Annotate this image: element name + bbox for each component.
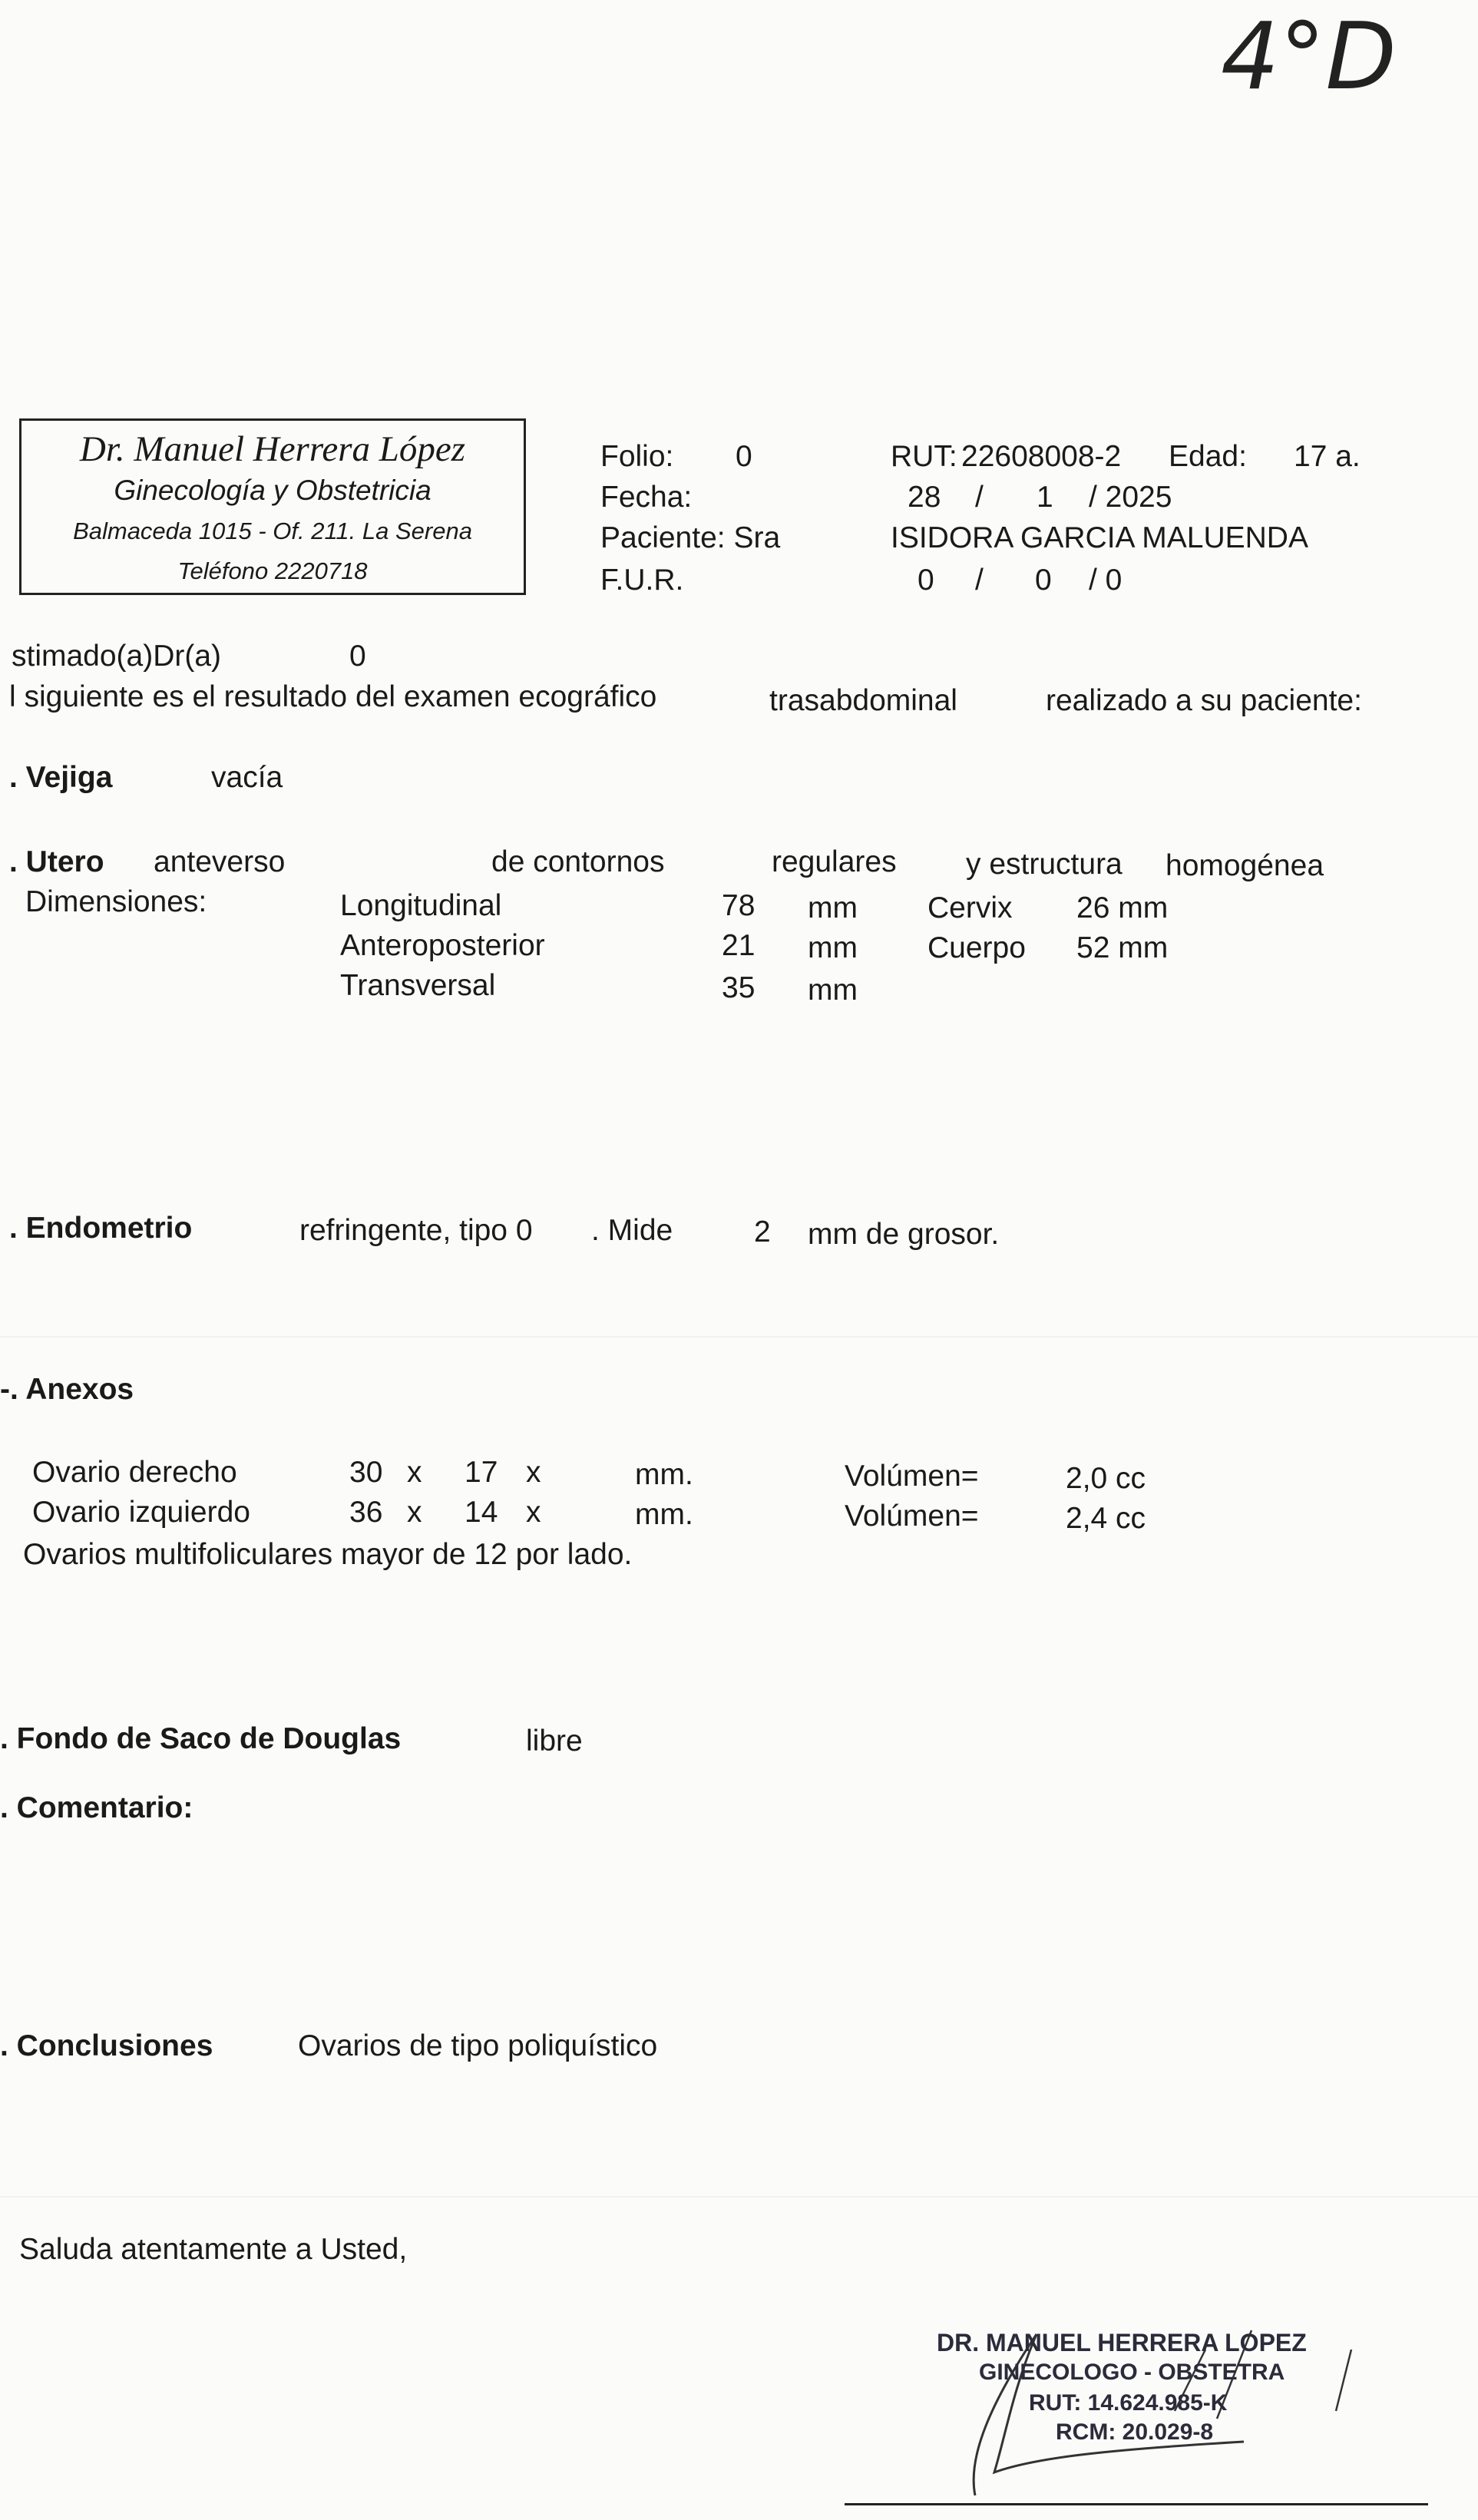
endometrio-desc: refringente, tipo 0 — [299, 1214, 533, 1247]
conclusiones-label: . Conclusiones — [0, 2029, 213, 2062]
dim-unit: mm — [808, 974, 858, 1007]
edad-label: Edad: — [1169, 440, 1247, 473]
dim-value: 78 — [722, 889, 756, 922]
doctor-address: Balmaceda 1015 - Of. 211. La Serena — [73, 518, 472, 544]
ovary-d1: 36 — [349, 1496, 383, 1529]
fur-year: / 0 — [1089, 564, 1123, 597]
dim-unit: mm — [808, 931, 858, 964]
greeting-label: stimado(a)Dr(a) — [12, 640, 222, 673]
stamp-line-1: DR. MANUEL HERRERA LOPEZ — [937, 2329, 1307, 2356]
fur-day: 0 — [918, 564, 934, 597]
endometrio-value: 2 — [754, 1215, 771, 1248]
vejiga-value: vacía — [211, 761, 283, 794]
fecha-label: Fecha: — [600, 481, 693, 514]
dim-extra-value: 26 mm — [1076, 891, 1169, 924]
volume-value: 2,4 cc — [1066, 1502, 1146, 1535]
douglas-value: libre — [526, 1725, 583, 1758]
doctor-name: Dr. Manuel Herrera López — [79, 429, 466, 469]
exam-type: trasabdominal — [769, 684, 957, 717]
dim-value: 21 — [722, 929, 756, 962]
anexos-label: -. Anexos — [0, 1373, 134, 1406]
edad-value: 17 a. — [1294, 440, 1361, 473]
patient-name: ISIDORA GARCIA MALUENDA — [891, 521, 1308, 554]
utero-label: . Utero — [9, 845, 104, 878]
stamp-line-2: GINECOLOGO - OBSTETRA — [979, 2360, 1285, 2385]
dimensiones-label: Dimensiones: — [25, 885, 207, 918]
dim-value: 35 — [722, 971, 756, 1004]
intro-text: l siguiente es el resultado del examen ecográfico — [9, 680, 657, 713]
ovary-x2: x — [526, 1496, 541, 1529]
closing-text: Saluda atentamente a Usted, — [19, 2233, 408, 2266]
estructura-label: y estructura — [966, 848, 1123, 881]
letterhead — [19, 418, 526, 595]
volume-value: 2,0 cc — [1066, 1462, 1146, 1495]
volume-label: Volúmen= — [845, 1500, 979, 1533]
ovary-unit: mm. — [635, 1458, 693, 1491]
ovary-name: Ovario izquierdo — [32, 1496, 250, 1529]
dim-name: Transversal — [340, 969, 496, 1002]
fold-line — [0, 2196, 1478, 2198]
volume-label: Volúmen= — [845, 1460, 979, 1493]
fur-label: F.U.R. — [600, 564, 684, 597]
greeting-value: 0 — [349, 640, 366, 673]
ovary-x1: x — [407, 1456, 422, 1489]
dim-extra-value: 52 mm — [1076, 931, 1169, 964]
contornos-label: de contornos — [491, 845, 665, 878]
folio-value: 0 — [736, 440, 752, 473]
folio-label: Folio: — [600, 440, 674, 473]
ovary-unit: mm. — [635, 1498, 693, 1531]
handwritten-mark — [1213, 0, 1443, 115]
dim-extra-label: Cervix — [927, 891, 1013, 924]
dim-extra-label: Cuerpo — [927, 931, 1026, 964]
doctor-stamp — [921, 2319, 1397, 2503]
ovary-name: Ovario derecho — [32, 1456, 237, 1489]
rut-value: 22608008-2 — [961, 440, 1122, 473]
signature-line — [845, 2503, 1428, 2505]
fold-line — [0, 1336, 1478, 1338]
intro-end: realizado a su paciente: — [1046, 684, 1362, 717]
endometrio-unit: mm de grosor. — [808, 1218, 1000, 1251]
dim-name: Anteroposterior — [340, 929, 545, 962]
vejiga-label: . Vejiga — [9, 761, 113, 794]
mide-label: . Mide — [591, 1214, 673, 1247]
dim-name: Longitudinal — [340, 889, 502, 922]
fecha-sep: / — [975, 481, 984, 514]
ovary-d1: 30 — [349, 1456, 383, 1489]
douglas-label: . Fondo de Saco de Douglas — [0, 1722, 402, 1755]
endometrio-label: . Endometrio — [9, 1212, 193, 1245]
doctor-specialty: Ginecología y Obstetricia — [114, 475, 431, 506]
fecha-year: / 2025 — [1089, 481, 1172, 514]
comentario-label: . Comentario: — [0, 1791, 193, 1824]
stamp-line-4: RCM: 20.029-8 — [1056, 2419, 1214, 2445]
ovary-x2: x — [526, 1456, 541, 1489]
fur-month: 0 — [1035, 564, 1052, 597]
doctor-phone: Teléfono 2220718 — [177, 557, 368, 584]
stamp-line-3: RUT: 14.624.985-K — [1029, 2390, 1228, 2416]
utero-position: anteverso — [154, 845, 286, 878]
conclusiones-value: Ovarios de tipo poliquístico — [298, 2029, 658, 2062]
paciente-label: Paciente: Sra — [600, 521, 781, 554]
fur-sep: / — [975, 564, 984, 597]
estructura-value: homogénea — [1166, 849, 1324, 882]
ovary-d2: 14 — [465, 1496, 498, 1529]
contornos-value: regulares — [772, 845, 897, 878]
ovary-x1: x — [407, 1496, 422, 1529]
anexos-note: Ovarios multifoliculares mayor de 12 por lado. — [23, 1538, 633, 1571]
handwritten-mark-text: 4°D — [1221, 4, 1397, 111]
fecha-day: 28 — [908, 481, 941, 514]
rut-label: RUT: — [891, 440, 957, 473]
dim-unit: mm — [808, 891, 858, 924]
ovary-d2: 17 — [465, 1456, 498, 1489]
fecha-month: 1 — [1037, 481, 1053, 514]
